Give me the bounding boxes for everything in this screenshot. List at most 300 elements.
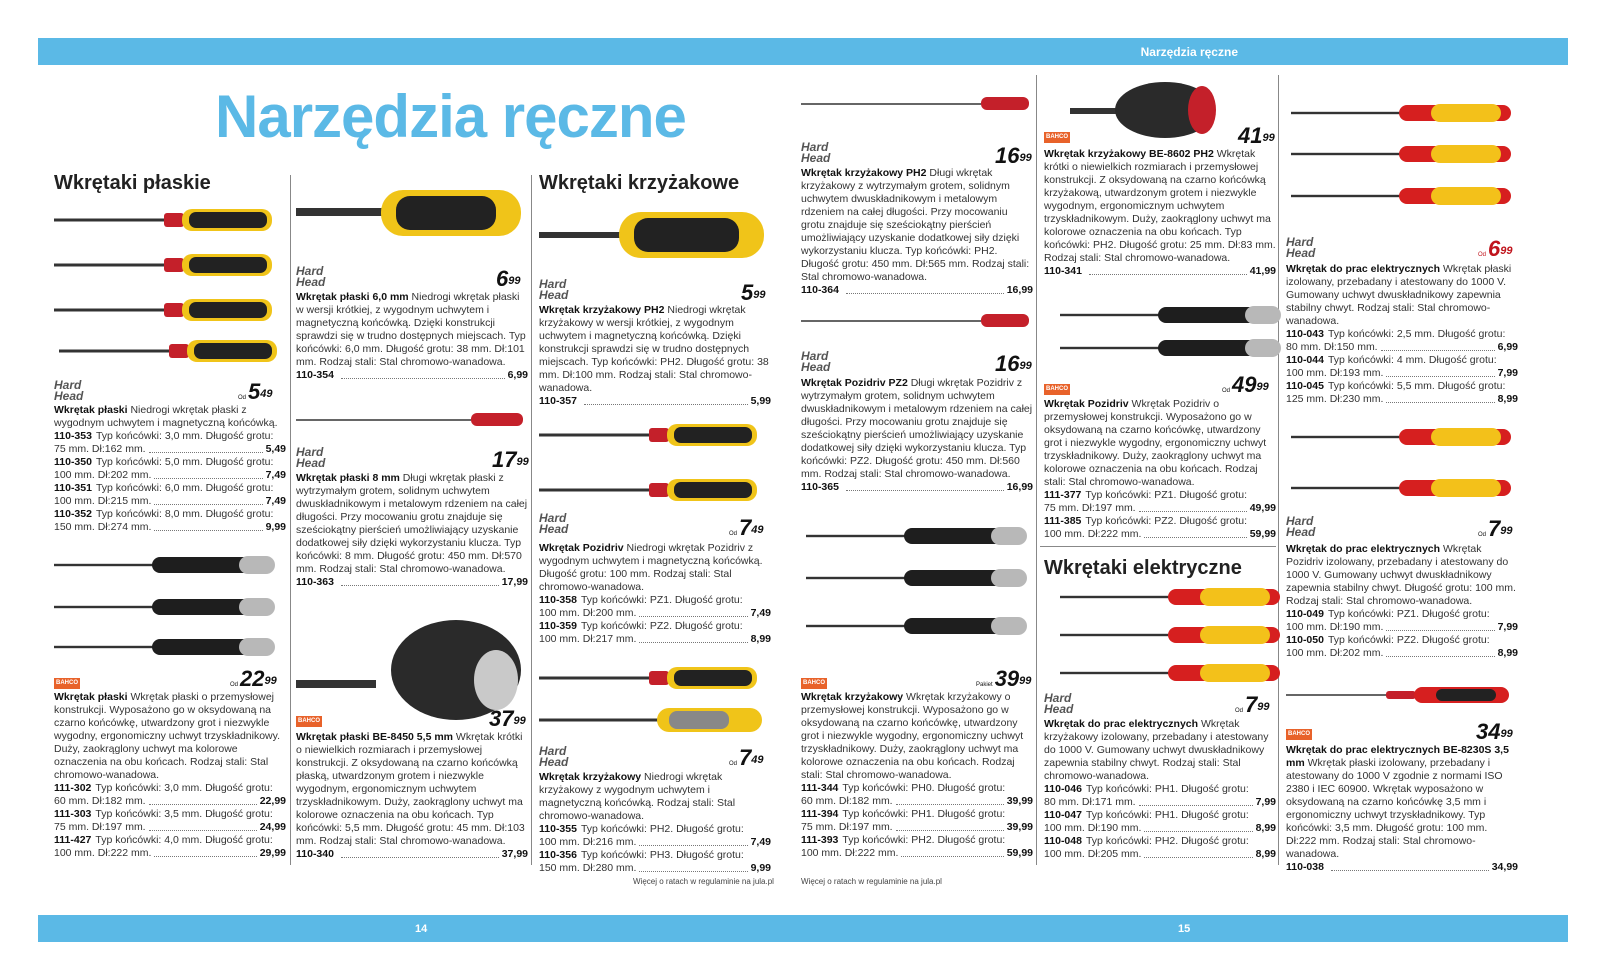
variant-price: 34,99 xyxy=(1491,861,1518,873)
dot-leader xyxy=(149,804,257,805)
variant-price: 17,99 xyxy=(501,576,528,588)
variant-spec: Typ końcówki: PH3. Długość grotu: xyxy=(580,849,744,861)
screwdriver-icon xyxy=(54,254,272,276)
variant-price: 24,99 xyxy=(259,821,286,833)
variant-price: 41,99 xyxy=(1249,265,1276,277)
variant-spec: Typ końcówki: PZ1. Długość grotu: xyxy=(580,594,743,606)
dot-leader xyxy=(846,293,1004,294)
screwdriver-icon xyxy=(54,209,272,231)
hardhead-logo: Hard Head xyxy=(1044,691,1074,716)
dot-leader xyxy=(901,856,1003,857)
product-code: 110-364 xyxy=(801,284,839,296)
dot-leader xyxy=(1386,376,1494,377)
variant-spec: Typ końcówki: 6,0 mm. Długość grotu: xyxy=(95,482,274,494)
screwdriver-icon xyxy=(1286,420,1516,510)
variant-row xyxy=(801,284,1033,297)
product-code: 110-050 xyxy=(1286,634,1324,646)
product-code: 111-393 xyxy=(801,834,839,846)
variant-spec: Typ końcówki: 8,0 mm. Długość grotu: xyxy=(95,508,274,520)
product-text: Wkrętak płaski izolowany, przebadany i atestowany do 1000 V zgodnie z normami ISO 2380 i IEC 60900. Wkrętak wyposażono w oksydowaną na czarno końcówkę 3,5 mm i ergonomiczny uchwyt trzyskładnikowy. Typ końcówki: 3,5 mm. Długość grotu: 100 mm. Dł:222 mm. Rodzaj stali: Stal chromowo-wanadowa. xyxy=(1286,757,1503,860)
product-code: 111-385 xyxy=(1044,515,1082,527)
variant-price: 5,49 xyxy=(265,443,286,455)
price-tag: $Od49^{99}$ xyxy=(1222,372,1269,397)
product-code: 110-351 xyxy=(54,482,92,494)
price-tag: $16^{99}$ xyxy=(995,351,1032,376)
product-text: Wkrętak krótki o niewielkich rozmiarach i przemysłowej konstrukcji. Z oksydowaną na czarno końcówką krzyżakową, utwardzonym grotem i niezwykle wygodnym, ergonomicznym uchwytem trzyskładnikowym. Duży, zaokrąglony uchwyt ma kolorowe oznaczenia na obu końcach. Typ końcówki: PH2. Długość grotu: 25 mm. Dł:83 mm. Rodzaj stali: Stal chromowo-wanadowa. xyxy=(1044,148,1276,264)
variant-row xyxy=(1044,502,1276,515)
price-tag: $Pakiet39^{99}$ xyxy=(976,666,1032,691)
product-description xyxy=(801,377,1033,494)
dot-leader xyxy=(896,830,1004,831)
product-name: Wkrętak krzyżakowy PH2 xyxy=(539,304,665,316)
product-code: 110-341 xyxy=(1044,265,1082,277)
variant-price: 7,49 xyxy=(265,469,286,481)
variant-price: 16,99 xyxy=(1006,481,1033,493)
dot-leader xyxy=(149,830,257,831)
variant-row xyxy=(539,633,771,646)
product-description xyxy=(1286,744,1518,874)
product-code: 111-344 xyxy=(801,782,839,794)
variant-row xyxy=(296,576,528,589)
variant-price: 9,99 xyxy=(750,862,771,874)
variant-price: 59,99 xyxy=(1006,847,1033,859)
dot-leader xyxy=(639,845,747,846)
product-code: 110-358 xyxy=(539,594,577,606)
variant-spec: Typ końcówki: PZ2. Długość grotu: xyxy=(1327,634,1490,646)
variant-row xyxy=(54,456,286,469)
product-description xyxy=(1286,263,1518,406)
screwdriver-icon xyxy=(1060,300,1270,360)
price-tag: $17^{99}$ xyxy=(492,447,529,472)
variant-row xyxy=(1044,796,1276,809)
variant-spec: 60 mm. Dł:182 mm. xyxy=(801,795,893,807)
variant-row xyxy=(54,834,286,847)
dot-leader xyxy=(639,642,747,643)
variant-spec: 100 mm. Dł:190 mm. xyxy=(1044,822,1142,834)
price-tag: $6^{99}$ xyxy=(496,266,521,291)
dot-leader xyxy=(1386,630,1494,631)
variant-row xyxy=(539,836,771,849)
variant-spec: Typ końcówki: PZ2. Długość grotu: xyxy=(580,620,743,632)
variant-spec: 100 mm. Dł:205 mm. xyxy=(1044,848,1142,860)
product-description xyxy=(539,542,771,646)
variant-spec: 125 mm. Dł:230 mm. xyxy=(1286,393,1384,405)
product-name: Wkrętak płaski 8 mm xyxy=(296,472,400,484)
product-code: 110-353 xyxy=(54,430,92,442)
product-description xyxy=(1044,148,1276,278)
screwdriver-icon xyxy=(296,410,526,430)
section-heading-electric: Wkrętaki elektryczne xyxy=(1044,557,1242,579)
hardhead-logo: Hard Head xyxy=(296,445,326,470)
variant-spec: 100 mm. Dł:222 mm. xyxy=(801,847,899,859)
variant-row xyxy=(801,834,1033,847)
hardhead-logo: Hard Head xyxy=(539,277,569,302)
variant-spec: Typ końcówki: 5,5 mm. Długość grotu: xyxy=(1327,380,1506,392)
variant-spec: Typ końcówki: 5,0 mm. Długość grotu: xyxy=(95,456,274,468)
column-divider xyxy=(1278,75,1279,865)
variant-price: 16,99 xyxy=(1006,284,1033,296)
variant-row xyxy=(539,620,771,633)
variant-spec: Typ końcówki: 3,5 mm. Długość grotu: xyxy=(95,808,273,820)
dot-leader xyxy=(1089,274,1247,275)
section-heading-cross: Wkrętaki krzyżakowe xyxy=(539,172,740,194)
variant-price: 8,99 xyxy=(1255,822,1276,834)
page-number-right: 15 xyxy=(1178,923,1191,935)
product-description xyxy=(539,771,771,875)
product-code: 110-047 xyxy=(1044,809,1082,821)
bahco-logo: BAHCO xyxy=(296,716,322,727)
variant-row xyxy=(801,782,1033,795)
product-code: 110-038 xyxy=(1286,861,1324,873)
product-description xyxy=(1044,718,1276,861)
section-heading-flat: Wkrętaki płaskie xyxy=(54,172,211,194)
product-text: Długi wkrętak Pozidriv z wytrzymałym grotem, solidnym uchwytem dwuskładnikowym i metalowym rdzeniem na całej długości. Przy mocowaniu grotu znajduje się sześciokątny pierścień umożliwiający uzyskanie dodatkowej siły dzięki wykorzystaniu klucza. Typ końcówki: PZ2. Długość grotu: 450 mm. Dł:560 mm. Rodzaj stali: Stal chromowo-wanadowa. xyxy=(801,377,1033,480)
price-tag: $34^{99}$ xyxy=(1476,719,1513,744)
variant-spec: Typ końcówki: PH2. Długość grotu: xyxy=(580,823,744,835)
variant-row xyxy=(1286,861,1518,874)
variant-spec: 60 mm. Dł:182 mm. xyxy=(54,795,146,807)
variant-row xyxy=(54,508,286,521)
product-name: Wkrętak krzyżakowy xyxy=(801,691,904,703)
page-title: Narzędzia ręczne xyxy=(215,83,686,150)
variant-row xyxy=(1286,341,1518,354)
hardhead-logo: Hard Head xyxy=(1286,514,1316,539)
variant-row xyxy=(539,395,771,408)
product-text: Wkrętak Pozidriv izolowany, przebadany i atestowany do 1000 V. Gumowany uchwyt dwuskładnikowy zapewnia stabilny chwyt. Długość grotu: 100 mm. Rodzaj stali: Stal chromowo-wanadowa. xyxy=(1286,543,1516,607)
dot-leader xyxy=(639,616,747,617)
variant-row xyxy=(801,795,1033,808)
variant-price: 9,99 xyxy=(265,521,286,533)
dot-leader xyxy=(341,378,505,379)
screwdriver-icon xyxy=(1060,585,1270,685)
variant-spec: Typ końcówki: 4,0 mm. Długość grotu: xyxy=(95,834,273,846)
bahco-logo: BAHCO xyxy=(1044,132,1070,143)
variant-spec: Typ końcówki: PH0. Długość grotu: xyxy=(842,782,1006,794)
variant-spec: 100 mm. Dł:222 mm. xyxy=(1044,528,1142,540)
dot-leader xyxy=(846,490,1004,491)
variant-row xyxy=(539,607,771,620)
variant-spec: 100 mm. Dł:202 mm. xyxy=(1286,647,1384,659)
variant-row xyxy=(54,469,286,482)
variant-spec: Typ końcówki: PH1. Długość grotu: xyxy=(1085,809,1249,821)
variant-spec: 100 mm. Dł:216 mm. xyxy=(539,836,637,848)
product-name: Wkrętak Pozidriv xyxy=(1044,398,1129,410)
dot-leader xyxy=(1139,805,1253,806)
variant-row xyxy=(1286,393,1518,406)
product-code: 110-357 xyxy=(539,395,577,407)
dot-leader xyxy=(1144,857,1252,858)
variant-row xyxy=(801,481,1033,494)
product-text: Wkrętak płaski o przemysłowej konstrukcji. Wyposażono go w oksydowaną na czarno końcówkę, utwardzony grot i niezwykle wygodny, ergonomiczny uchwyt trzyskładnikowy. Duży, zaokrąglony uchwyt ma kolorowe oznaczenia na obu końcach. Rodzaj stali: Stal chromowo-wanadowa. xyxy=(54,691,281,781)
product-name: Wkrętak do prac elektrycznych BE-8230S 3,5 mm xyxy=(1286,744,1509,769)
dot-leader xyxy=(584,404,748,405)
variant-spec: 75 mm. Dł:197 mm. xyxy=(1044,502,1136,514)
page-number-left: 14 xyxy=(415,923,428,935)
product-code: 111-302 xyxy=(54,782,92,794)
variant-row xyxy=(1044,489,1276,502)
header-band xyxy=(38,38,1568,65)
variant-row xyxy=(1044,515,1276,528)
variant-row xyxy=(801,847,1033,860)
product-code: 110-048 xyxy=(1044,835,1082,847)
variant-row xyxy=(54,430,286,443)
variant-row xyxy=(1044,835,1276,848)
variant-row xyxy=(801,808,1033,821)
product-text: Wkrętak krzyżakowy izolowany, przebadany i atestowany do 1000 V. Gumowany uchwyt dwuskładnikowy zapewnia stabilny chwyt. Rodzaj stali: Stal chromowo-wanadowa. xyxy=(1044,718,1269,782)
variant-row xyxy=(1286,367,1518,380)
product-description xyxy=(1286,543,1518,660)
product-description xyxy=(1044,398,1276,541)
price-tag: $Od7^{49}$ xyxy=(729,745,764,770)
variant-price: 8,99 xyxy=(1255,848,1276,860)
variant-row xyxy=(1044,265,1276,278)
variant-price: 8,99 xyxy=(1497,393,1518,405)
product-code: 110-045 xyxy=(1286,380,1324,392)
product-code: 110-355 xyxy=(539,823,577,835)
product-text: Wkrętak Pozidriv o przemysłowej konstrukcji. Wyposażono go w oksydowaną na czarno końcówkę, utwardzony grot i niezwykle wygodny, ergonomiczny uchwyt trzyskładnikowy. Duży, zaokrąglony uchwyt ma kolorowe oznaczenia na obu końcach. Rodzaj stali: Stal chromowo-wanadowa. xyxy=(1044,398,1267,488)
dot-leader xyxy=(1331,870,1489,871)
hardhead-logo: Hard Head xyxy=(539,511,569,536)
variant-spec: 150 mm. Dł:274 mm. xyxy=(54,521,152,533)
price-tag: $Od5^{49}$ xyxy=(238,379,273,404)
variant-price: 59,99 xyxy=(1249,528,1276,540)
product-name: Wkrętak płaski BE-8450 5,5 mm xyxy=(296,731,453,743)
screwdriver-icon xyxy=(801,520,1031,640)
section-divider xyxy=(1040,546,1276,547)
product-name: Wkrętak płaski xyxy=(54,404,128,416)
dot-leader xyxy=(341,585,499,586)
variant-spec: 80 mm. Dł:150 mm. xyxy=(1286,341,1378,353)
variant-row xyxy=(1044,783,1276,796)
screwdriver-icon xyxy=(1070,80,1220,140)
variant-spec: Typ końcówki: 4 mm. Długość grotu: xyxy=(1327,354,1497,366)
variant-spec: Typ końcówki: 3,0 mm. Długość grotu: xyxy=(95,782,273,794)
variant-price: 7,49 xyxy=(750,836,771,848)
price-tag: $Od6^{99}$ xyxy=(1478,236,1513,261)
variant-spec: 100 mm. Dł:202 mm. xyxy=(54,469,152,481)
variant-spec: 75 mm. Dł:197 mm. xyxy=(54,821,146,833)
product-name: Wkrętak krzyżakowy BE-8602 PH2 xyxy=(1044,148,1214,160)
section-label: Narzędzia ręczne xyxy=(1140,45,1238,59)
variant-spec: 100 mm. Dł:217 mm. xyxy=(539,633,637,645)
screwdriver-icon xyxy=(539,200,769,270)
product-code: 111-394 xyxy=(801,808,839,820)
hardhead-logo: Hard Head xyxy=(801,140,831,165)
product-code: 110-363 xyxy=(296,576,334,588)
variant-price: 8,99 xyxy=(750,633,771,645)
screwdriver-icon xyxy=(1286,685,1516,705)
variant-row xyxy=(1286,634,1518,647)
hardhead-logo: Hard Head xyxy=(296,264,326,289)
dot-leader xyxy=(1381,350,1495,351)
footnote: Więcej o ratach w regulaminie na jula.pl xyxy=(633,877,774,886)
variant-row xyxy=(539,594,771,607)
dot-leader xyxy=(1144,537,1246,538)
variant-row xyxy=(539,862,771,875)
hardhead-logo: Hard Head xyxy=(539,744,569,769)
price-tag: $Od22^{99}$ xyxy=(230,666,277,691)
product-text: Niedrogi wkrętak Pozidriv z wygodnym uchwytem i magnetyczną końcówką. Długość grotu: 100 mm. Rodzaj stali: Stal chromowo-wanadowa. xyxy=(539,542,763,593)
product-description xyxy=(801,167,1033,297)
variant-price: 7,49 xyxy=(750,607,771,619)
variant-row xyxy=(54,482,286,495)
product-name: Wkrętak krzyżakowy PH2 xyxy=(801,167,927,179)
variant-spec: Typ końcówki: PZ2. Długość grotu: xyxy=(1085,515,1248,527)
variant-row xyxy=(1044,528,1276,541)
bahco-logo: BAHCO xyxy=(801,678,827,689)
variant-spec: 100 mm. Dł:190 mm. xyxy=(1286,621,1384,633)
variant-row xyxy=(1286,621,1518,634)
screwdriver-icon xyxy=(54,208,284,358)
variant-spec: 100 mm. Dł:193 mm. xyxy=(1286,367,1384,379)
variant-spec: 80 mm. Dł:171 mm. xyxy=(1044,796,1136,808)
product-text: Wkrętak płaski izolowany, przebadany i atestowany do 1000 V. Gumowany uchwyt dwuskładnikowy zapewnia stabilny chwyt. Rodzaj stali: Stal chromowo-wanadowa. xyxy=(1286,263,1512,327)
variant-price: 5,99 xyxy=(750,395,771,407)
product-code: 110-043 xyxy=(1286,328,1324,340)
dot-leader xyxy=(1139,511,1247,512)
variant-row xyxy=(1286,328,1518,341)
product-name: Wkrętak Pozidriv xyxy=(539,542,624,554)
screwdriver-icon xyxy=(54,555,284,655)
dot-leader xyxy=(1144,831,1252,832)
screwdriver-icon xyxy=(59,340,277,362)
variant-row xyxy=(1044,809,1276,822)
product-name: Wkrętak płaski 6,0 mm xyxy=(296,291,409,303)
product-code: 111-377 xyxy=(1044,489,1082,501)
variant-row xyxy=(54,521,286,534)
product-code: 110-356 xyxy=(539,849,577,861)
variant-spec: Typ końcówki: PZ1. Długość grotu: xyxy=(1085,489,1248,501)
product-text: Niedrogi wkrętak krzyżakowy z wygodnym uchwytem i magnetyczną końcówką. Rodzaj stali: Stal chromowo-wanadowa. xyxy=(539,771,736,822)
screwdriver-icon xyxy=(296,610,526,720)
variant-row xyxy=(296,848,528,861)
variant-row xyxy=(801,821,1033,834)
screwdriver-icon xyxy=(54,299,272,321)
variant-price: 39,99 xyxy=(1006,795,1033,807)
product-description xyxy=(801,691,1033,860)
variant-row xyxy=(539,823,771,836)
screwdriver-icon xyxy=(296,180,526,250)
column-divider xyxy=(531,175,532,865)
product-name: Wkrętak do prac elektrycznych xyxy=(1044,718,1199,730)
variant-row xyxy=(1044,848,1276,861)
variant-price: 22,99 xyxy=(259,795,286,807)
variant-price: 29,99 xyxy=(259,847,286,859)
product-text: Wkrętak krzyżakowy o przemysłowej konstrukcji. Wyposażono go w oksydowaną na czarno końcówkę, utwardzony grot i niezwykle wygodny, ergonomiczny uchwyt trzyskładnikowy. Duży, zaokrąglony uchwyt ma kolorowe oznaczenia na obu końcach. Rodzaj stali: Stal chromowo-wanadowa. xyxy=(801,691,1024,781)
product-code: 110-354 xyxy=(296,369,334,381)
product-name: Wkrętak płaski xyxy=(54,691,128,703)
variant-spec: 100 mm. Dł:200 mm. xyxy=(539,607,637,619)
product-description xyxy=(296,291,528,382)
variant-row xyxy=(296,369,528,382)
variant-spec: 75 mm. Dł:162 mm. xyxy=(54,443,146,455)
screwdriver-icon xyxy=(1286,96,1516,211)
variant-row xyxy=(54,782,286,795)
variant-spec: 100 mm. Dł:222 mm. xyxy=(54,847,152,859)
variant-spec: Typ końcówki: 2,5 mm. Długość grotu: xyxy=(1327,328,1506,340)
product-text: Długi wkrętak krzyżakowy z wytrzymałym grotem, solidnym uchwytem dwuskładnikowym i metalowym rdzeniem na całej długości. Przy mocowaniu grotu znajduje się sześciokątny pierścień umożliwiający uzyskanie dodatkowej siły dzięki wykorzystaniu klucza. Typ końcówki: PH2. Długość grotu: 450 mm. Dł:565 mm. Rodzaj stali: Stal chromowo-wanadowa. xyxy=(801,167,1030,283)
variant-price: 6,99 xyxy=(507,369,528,381)
variant-row xyxy=(54,443,286,456)
product-code: 110-049 xyxy=(1286,608,1324,620)
variant-price: 39,99 xyxy=(1006,821,1033,833)
price-tag: $Od7^{99}$ xyxy=(1478,516,1513,541)
dot-leader xyxy=(1386,402,1494,403)
product-text: Wkrętak krótki o niewielkich rozmiarach i przemysłowej konstrukcji. Z oksydowaną na czarno końcówką płaską, utwardzonym grotem i niezwykle wygodnym, ergonomicznym uchwytem trzyskładnikowym. Duży, zaokrąglony uchwyt ma kolorowe oznaczenia na obu końcach. Typ końcówki: 5,5 mm. Długość grotu: 45 mm. Dł:103 mm. Rodzaj stali: Stal chromowo-wanadowa. xyxy=(296,731,525,847)
product-code: 110-359 xyxy=(539,620,577,632)
dot-leader xyxy=(149,452,263,453)
variant-row xyxy=(1286,354,1518,367)
product-description xyxy=(296,731,528,861)
price-tag: $41^{99}$ xyxy=(1238,123,1275,148)
product-code: 111-303 xyxy=(54,808,92,820)
variant-spec: Typ końcówki: PZ1. Długość grotu: xyxy=(1327,608,1490,620)
product-name: Wkrętak Pozidriv PZ2 xyxy=(801,377,908,389)
product-code: 111-427 xyxy=(54,834,92,846)
hardhead-logo: Hard Head xyxy=(1286,235,1316,260)
product-code: 110-046 xyxy=(1044,783,1082,795)
dot-leader xyxy=(154,856,256,857)
variant-spec: 100 mm. Dł:215 mm. xyxy=(54,495,152,507)
product-name: Wkrętak krzyżakowy xyxy=(539,771,642,783)
dot-leader xyxy=(341,857,499,858)
variant-price: 7,49 xyxy=(265,495,286,507)
variant-spec: Typ końcówki: PH1. Długość grotu: xyxy=(842,808,1006,820)
column-divider xyxy=(1036,75,1037,865)
variant-spec: Typ końcówki: PH2. Długość grotu: xyxy=(842,834,1006,846)
hardhead-logo: Hard Head xyxy=(801,349,831,374)
variant-row xyxy=(54,821,286,834)
footnote: Więcej o ratach w regulaminie na jula.pl xyxy=(801,877,942,886)
variant-row xyxy=(54,795,286,808)
dot-leader xyxy=(1386,656,1494,657)
variant-row xyxy=(54,808,286,821)
variant-price: 8,99 xyxy=(1497,647,1518,659)
dot-leader xyxy=(154,478,262,479)
price-tag: $5^{99}$ xyxy=(741,280,766,305)
product-code: 110-352 xyxy=(54,508,92,520)
hardhead-logo: Hard Head xyxy=(54,378,84,403)
product-code: 110-350 xyxy=(54,456,92,468)
variant-price: 7,99 xyxy=(1497,621,1518,633)
variant-row xyxy=(1286,647,1518,660)
variant-price: 49,99 xyxy=(1249,502,1276,514)
bahco-logo: BAHCO xyxy=(1044,384,1070,395)
variant-row xyxy=(1286,608,1518,621)
product-description xyxy=(54,691,286,860)
variant-row xyxy=(54,495,286,508)
dot-leader xyxy=(154,530,262,531)
product-text: Długi wkrętak płaski z wytrzymałym grotem, solidnym uchwytem dwuskładnikowym i metalowym rdzeniem na całej długości. Przy mocowaniu grotu znajduje się sześciokątny pierścień umożliwiający uzyskanie dodatkowej siły dzięki wykorzystaniu klucza. Typ końcówki: 8 mm. Długość grotu: 450 mm. Dł:570 mm. Rodzaj stali: Stal chromowo-wanadowa. xyxy=(296,472,528,575)
variant-spec: Typ końcówki: PH2. Długość grotu: xyxy=(1085,835,1249,847)
dot-leader xyxy=(639,871,747,872)
variant-row xyxy=(539,849,771,862)
product-name: Wkrętak do prac elektrycznych xyxy=(1286,543,1441,555)
variant-price: 7,99 xyxy=(1497,367,1518,379)
product-text: Niedrogi wkrętak płaski z wygodnym uchwytem i magnetyczną końcówką. xyxy=(54,404,278,429)
price-tag: $Od7^{49}$ xyxy=(729,515,764,540)
dot-leader xyxy=(896,804,1004,805)
product-text: Niedrogi wkrętak krzyżakowy w wersji krótkiej, z wygodnym uchwytem i magnetyczną końcówką. Dzięki konstrukcji sprawdzi się w trudno dostępnych miejscach. Typ końcówki: PH2. Długość grotu: 38 mm. Dł:100 mm. Rodzaj stali: Stal chromowo-wanadowa. xyxy=(539,304,769,394)
product-description xyxy=(539,304,771,408)
product-description xyxy=(296,472,528,589)
variant-row xyxy=(1286,380,1518,393)
product-name: Wkrętak do prac elektrycznych xyxy=(1286,263,1441,275)
variant-spec: Typ końcówki: 3,0 mm. Długość grotu: xyxy=(95,430,274,442)
bahco-logo: BAHCO xyxy=(1286,729,1312,740)
variant-spec: Typ końcówki: PH1. Długość grotu: xyxy=(1085,783,1249,795)
price-tag: $16^{99}$ xyxy=(995,143,1032,168)
